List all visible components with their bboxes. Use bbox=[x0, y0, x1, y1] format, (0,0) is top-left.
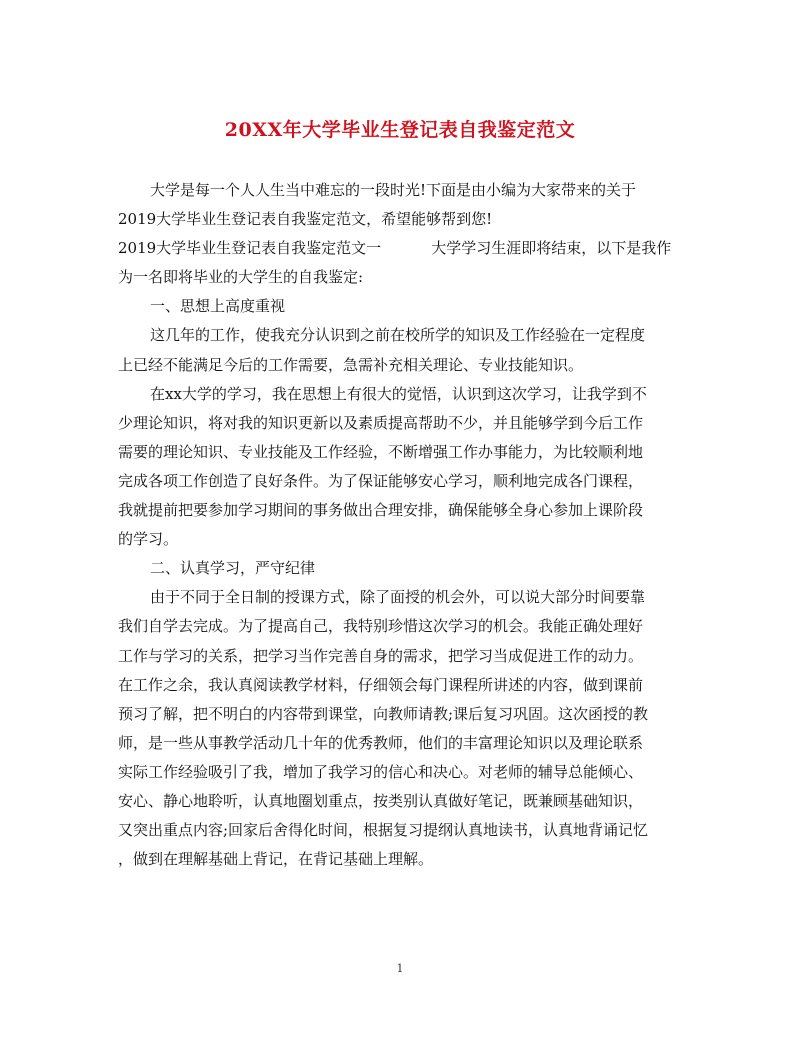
paragraph-line: 这几年的工作，使我充分认识到之前在校所学的知识及工作经验在一定程度 bbox=[150, 326, 646, 345]
paragraph-line: 我就提前把要参加学习期间的事务做出合理安排，确保能够全身心参加上课阶段 bbox=[118, 501, 644, 520]
paragraph-line: 在工作之余，我认真阅读教学材料，仔细领会每门课程所讲述的内容，做到课前 bbox=[118, 675, 644, 694]
paragraph-line: 为一名即将毕业的大学生的自我鉴定: bbox=[118, 268, 364, 287]
paragraph-line: 2019大学毕业生登记表自我鉴定范文，希望能够帮到您! bbox=[118, 210, 493, 229]
document-title: 20XX年大学毕业生登记表自我鉴定范文 bbox=[224, 119, 576, 141]
document-body bbox=[118, 176, 684, 874]
paragraph-line: 大学是每一个人人生当中难忘的一段时光!下面是由小编为大家带来的关于 bbox=[150, 181, 637, 199]
paragraph-line: 完成各项工作创造了良好条件。为了保证能够安心学习，顺利地完成各门课程， bbox=[118, 471, 644, 490]
paragraph-line: 我们自学去完成。为了提高自己，我特别珍惜这次学习的机会。我能正确处理好 bbox=[118, 617, 644, 636]
paragraph-line: 工作与学习的关系，把学习当作完善自身的需求，把学习当成促进工作的动力。 bbox=[118, 646, 644, 665]
page-number: 1 bbox=[396, 962, 404, 975]
paragraph-line bbox=[118, 234, 684, 263]
paragraph-line: ，做到在理解基础上背记，在背记基础上理解。 bbox=[118, 850, 434, 869]
paragraph-line: 少理论知识，将对我的知识更新以及素质提高帮助不少，并且能够学到今后工作 bbox=[118, 413, 644, 432]
section-heading: 二、认真学习，严守纪律 bbox=[150, 559, 316, 578]
paragraph-line: 上已经不能满足今后的工作需要，急需补充相关理论、专业技能知识。 bbox=[118, 355, 584, 374]
paragraph-line: 在xx大学的学习，我在思想上有很大的觉悟，认识到这次学习，让我学到不 bbox=[150, 384, 647, 403]
paragraph-line: 安心、静心地聆听，认真地圈划重点，按类别认真做好笔记，既兼顾基础知识， bbox=[118, 791, 644, 810]
paragraph-text: 大学学习生涯即将结束，以下是我作 bbox=[431, 239, 672, 258]
paragraph-line: 需要的理论知识、专业技能及工作经验，不断增强工作办事能力，为比较顺利地 bbox=[118, 442, 644, 461]
paragraph-line: 的学习。 bbox=[118, 530, 179, 549]
paragraph-line: 师，是一些从事教学活动几十年的优秀教师，他们的丰富理论知识以及理论联系 bbox=[118, 733, 644, 752]
paragraph-line: 预习了解，把不明白的内容带到课堂，向教师请教;课后复习巩固。这次函授的教 bbox=[118, 704, 649, 723]
paragraph-line: 由于不同于全日制的授课方式，除了面授的机会外，可以说大部分时间要靠 bbox=[150, 588, 646, 607]
section-heading: 一、思想上高度重视 bbox=[150, 297, 286, 316]
sample-heading: 2019大学毕业生登记表自我鉴定范文一 bbox=[118, 239, 382, 258]
paragraph-line: 又突出重点内容;回家后舍得化时间，根据复习提纲认真地读书，认真地背诵记忆 bbox=[118, 821, 649, 840]
paragraph-line: 实际工作经验吸引了我，增加了我学习的信心和决心。对老师的辅导总能倾心、 bbox=[118, 762, 644, 781]
